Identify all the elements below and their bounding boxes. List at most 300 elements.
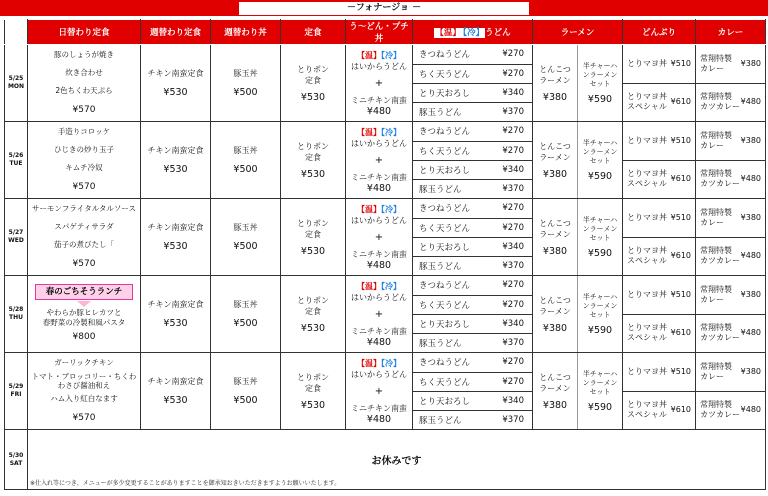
special-desc-1: やわらか豚ヒレカツと xyxy=(46,308,122,318)
donburi-price: ¥510 xyxy=(670,135,691,145)
daily-item-part: わさび醤油和え xyxy=(57,381,111,390)
daily-price: ¥570 xyxy=(72,413,96,423)
udon-list xyxy=(413,353,532,429)
udon-list-cell xyxy=(413,122,533,199)
weekly-set-name: チキン南蛮定食 xyxy=(147,223,204,232)
day-label xyxy=(5,276,28,353)
set-price: ¥530 xyxy=(300,91,326,103)
daily-item: サーモンフライタルタルソース xyxy=(31,204,137,213)
ramen-set-name: セット xyxy=(589,157,611,165)
donburi-price: ¥510 xyxy=(670,58,691,68)
weekly-set-price: ¥530 xyxy=(163,318,188,329)
hot-label: 【温】 xyxy=(357,281,381,291)
udon-name: とり天おろし xyxy=(413,391,491,410)
donburi-name-suffix: スペシャル xyxy=(627,179,667,189)
udon-price: ¥270 xyxy=(491,295,532,314)
ramen-set xyxy=(578,199,622,275)
header-udon-hot: 【温】 xyxy=(435,28,461,38)
daily-set-cell xyxy=(28,199,141,276)
set-price: ¥530 xyxy=(300,168,326,180)
header-weekly-set: 週替わり定食 xyxy=(141,20,211,45)
ramen-tonkotsu xyxy=(533,276,578,352)
curry-cell xyxy=(696,199,766,276)
curry-cell xyxy=(696,122,766,199)
header-set: 定食 xyxy=(281,20,346,45)
day-date: 5/27 xyxy=(8,229,24,236)
udon-item xyxy=(413,276,532,295)
donburi-item xyxy=(623,161,695,199)
day-label xyxy=(5,199,28,276)
donburi-cell xyxy=(623,276,696,353)
ramen-set xyxy=(578,122,622,198)
ramen-name-suffix: ラーメン xyxy=(539,383,571,393)
udon-price: ¥370 xyxy=(502,183,524,194)
udon-list xyxy=(413,199,532,275)
udon-name: とり天おろし xyxy=(413,83,491,102)
ramen-set-name: 半チャーハ xyxy=(582,216,618,224)
curry-name: 常翔特製 xyxy=(700,169,732,179)
curry-name-suffix: カレー xyxy=(700,217,724,227)
daily-set-cell xyxy=(28,122,141,199)
ramen-set xyxy=(578,353,622,429)
day-weekday: THU xyxy=(9,314,23,321)
udon-price: ¥270 xyxy=(491,276,532,295)
curry-name: 常翔特製 xyxy=(700,323,732,333)
day-label xyxy=(5,45,28,122)
curry-price: ¥380 xyxy=(740,135,761,145)
udon-item xyxy=(413,391,532,410)
curry-name: 常翔特製 xyxy=(700,361,732,371)
udon-name: ちく天うどん xyxy=(413,64,491,83)
donburi-item xyxy=(623,122,695,161)
arrow-down-icon xyxy=(77,301,91,307)
combo-price: ¥480 xyxy=(366,182,392,194)
udon-name: とり天おろし xyxy=(413,237,491,256)
daily-item: ひじきの炒り玉子 xyxy=(54,145,114,154)
ramen-name-suffix: ラーメン xyxy=(539,152,571,162)
curry-name-suffix: カツカレー xyxy=(700,410,740,420)
curry-name: 常翔特製 xyxy=(700,92,732,102)
ramen-set-price: ¥590 xyxy=(587,94,613,105)
cold-label: 【冷】 xyxy=(381,358,401,368)
combo-price: ¥480 xyxy=(366,259,392,271)
udon-price: ¥340 xyxy=(491,314,532,333)
day-row xyxy=(5,45,766,122)
header-daily: 日替わり定食 xyxy=(28,20,141,45)
udon-item xyxy=(413,102,532,121)
udon-item xyxy=(413,333,532,352)
udon-list xyxy=(413,122,532,198)
udon-list-cell xyxy=(413,199,533,276)
day-row xyxy=(5,199,766,276)
ramen-set-price: ¥590 xyxy=(587,402,613,413)
combo-udon: はいからうどん xyxy=(351,369,407,379)
udon-name: きつねうどん xyxy=(413,122,491,141)
combo-udon: はいからうどん xyxy=(351,215,407,225)
combo-plus: + xyxy=(374,154,384,166)
donburi-name: とりマヨ丼 xyxy=(627,323,667,333)
combo-udon: はいからうどん xyxy=(351,138,407,148)
combo-plus: + xyxy=(374,385,384,397)
day-weekday: SAT xyxy=(9,459,23,467)
combo-plus: + xyxy=(374,231,384,243)
day-date: 5/30 xyxy=(8,451,24,459)
set-cell xyxy=(281,45,346,122)
weekly-bowl-cell xyxy=(211,45,281,122)
donburi-name: とりマヨ丼 xyxy=(627,246,667,256)
day-date: 5/26 xyxy=(8,152,24,159)
curry-name-suffix: カツカレー xyxy=(700,256,740,266)
hot-label: 【温】 xyxy=(357,204,381,214)
header-udon xyxy=(413,20,533,45)
header-udon-combo: う～どん・プチ丼 xyxy=(346,20,413,45)
curry-name: 常翔特製 xyxy=(700,246,732,256)
udon-item xyxy=(413,64,532,83)
curry-item xyxy=(696,392,765,430)
set-price: ¥530 xyxy=(300,322,326,334)
weekly-set-name: チキン南蛮定食 xyxy=(147,69,204,78)
set-cell xyxy=(281,199,346,276)
combo-bowl: ミニチキン南蛮 xyxy=(351,403,407,413)
ramen-set-price: ¥590 xyxy=(587,171,613,182)
udon-price: ¥270 xyxy=(491,45,532,64)
curry-name: 常翔特製 xyxy=(700,284,732,294)
udon-price: ¥270 xyxy=(491,218,532,237)
curry-price: ¥380 xyxy=(740,58,761,68)
weekly-bowl-cell xyxy=(211,276,281,353)
ramen-tonkotsu xyxy=(533,122,578,198)
ramen-name: とんこつ xyxy=(539,64,571,74)
curry-cell xyxy=(696,45,766,122)
ramen-set-name: 半チャーハ xyxy=(582,139,618,147)
curry-name: 常翔特製 xyxy=(700,207,732,217)
header-ramen: ラーメン xyxy=(533,20,623,45)
curry-name-suffix: カツカレー xyxy=(700,179,740,189)
udon-combo-cell xyxy=(346,199,413,276)
udon-price: ¥370 xyxy=(502,337,524,348)
daily-item: 炊き合わせ xyxy=(65,68,103,77)
day-weekday: WED xyxy=(8,237,24,244)
day-weekday: FRI xyxy=(10,391,22,398)
donburi-name-suffix: スペシャル xyxy=(627,256,667,266)
set-name: とりポン xyxy=(297,295,329,305)
set-name: とりポン xyxy=(297,64,329,74)
udon-name: きつねうどん xyxy=(413,353,491,372)
set-name-suffix: 定食 xyxy=(305,152,321,162)
donburi-price: ¥510 xyxy=(670,289,691,299)
udon-name: 豚玉うどん xyxy=(419,338,462,349)
footnote: ※仕入れ等につき、メニューが多少変更することがありますことを御承知おきいただきますようお願いいたします。 xyxy=(30,480,341,487)
weekly-set-cell xyxy=(141,276,211,353)
udon-item xyxy=(413,256,532,275)
curry-name-suffix: カツカレー xyxy=(700,102,740,112)
curry-name: 常翔特製 xyxy=(700,130,732,140)
udon-list-cell xyxy=(413,276,533,353)
ramen-price: ¥380 xyxy=(542,168,568,180)
ramen-set-price: ¥590 xyxy=(587,248,613,259)
udon-price: ¥340 xyxy=(491,237,532,256)
combo-udon: はいからうどん xyxy=(351,292,407,302)
udon-item xyxy=(413,218,532,237)
curry-name: 常翔特製 xyxy=(700,400,732,410)
hot-label: 【温】 xyxy=(357,50,381,60)
day-weekday: TUE xyxy=(9,160,23,167)
header-day xyxy=(5,20,28,45)
udon-name: ちく天うどん xyxy=(413,141,491,160)
daily-item: スパゲティサラダ xyxy=(54,222,114,231)
weekly-set-cell xyxy=(141,45,211,122)
udon-item xyxy=(413,410,532,429)
weekly-set-name: チキン南蛮定食 xyxy=(147,146,204,155)
set-price: ¥530 xyxy=(300,399,326,411)
donburi-name-suffix: スペシャル xyxy=(627,102,667,112)
header-weekly-bowl: 週替わり丼 xyxy=(211,20,281,45)
donburi-item xyxy=(623,276,695,315)
weekly-bowl-cell xyxy=(211,353,281,430)
daily-item-part: トマト・ブロッコリー・ちくわ xyxy=(31,372,137,381)
weekly-bowl-name: 豚玉丼 xyxy=(233,223,258,232)
udon-item xyxy=(413,141,532,160)
ramen-name: とんこつ xyxy=(539,141,571,151)
weekly-set-price: ¥530 xyxy=(163,87,188,98)
ramen-cell xyxy=(533,276,623,353)
day-label xyxy=(5,430,28,490)
curry-item xyxy=(696,315,765,353)
donburi-name: とりマヨ丼 xyxy=(627,212,667,222)
weekly-bowl-cell xyxy=(211,199,281,276)
ramen-cell xyxy=(533,199,623,276)
curry-price: ¥380 xyxy=(740,212,761,222)
udon-item xyxy=(413,179,532,198)
hot-label: 【温】 xyxy=(357,358,381,368)
curry-price: ¥480 xyxy=(740,328,761,338)
day-row xyxy=(5,353,766,430)
cold-label: 【冷】 xyxy=(381,281,401,291)
daily-item: 手造りコロッケ xyxy=(57,127,111,136)
ramen-name: とんこつ xyxy=(539,218,571,228)
curry-cell xyxy=(696,276,766,353)
ramen-set-name: 半チャーハ xyxy=(582,370,618,378)
udon-price: ¥270 xyxy=(491,141,532,160)
donburi-item xyxy=(623,84,695,122)
daily-item: キムチ冷奴 xyxy=(65,163,103,172)
udon-item xyxy=(413,314,532,333)
donburi-item xyxy=(623,238,695,276)
combo-bowl: ミニチキン南蛮 xyxy=(351,326,407,336)
weekly-set-name: チキン南蛮定食 xyxy=(147,300,204,309)
curry-item xyxy=(696,84,765,122)
udon-name: きつねうどん xyxy=(413,199,491,218)
udon-item xyxy=(413,199,532,218)
ramen-set-name: セット xyxy=(589,80,611,88)
udon-name: 豚玉うどん xyxy=(419,107,462,118)
ramen-set-name: ンラーメン xyxy=(582,302,618,310)
udon-item xyxy=(413,295,532,314)
udon-name: とり天おろし xyxy=(413,160,491,179)
donburi-price: ¥610 xyxy=(670,405,691,415)
weekly-set-price: ¥530 xyxy=(163,241,188,252)
weekly-bowl-price: ¥500 xyxy=(233,241,258,252)
weekly-bowl-price: ¥500 xyxy=(233,395,258,406)
udon-price: ¥270 xyxy=(491,372,532,391)
ramen-set-name: ンラーメン xyxy=(582,148,618,156)
curry-name-suffix: カレー xyxy=(700,371,724,381)
day-date: 5/28 xyxy=(8,306,24,313)
udon-name: とり天おろし xyxy=(413,314,491,333)
donburi-cell xyxy=(623,122,696,199)
donburi-cell xyxy=(623,45,696,122)
ramen-tonkotsu xyxy=(533,45,578,121)
day-label xyxy=(5,122,28,199)
udon-list xyxy=(413,45,532,121)
donburi-price: ¥610 xyxy=(670,328,691,338)
curry-item xyxy=(696,45,765,84)
daily-set-cell xyxy=(28,45,141,122)
curry-item xyxy=(696,199,765,238)
ramen-price: ¥380 xyxy=(542,322,568,334)
daily-price: ¥570 xyxy=(72,105,96,115)
udon-name: ちく天うどん xyxy=(413,372,491,391)
daily-set-cell xyxy=(28,353,141,430)
udon-price: ¥270 xyxy=(491,353,532,372)
ramen-set-name: 半チャーハ xyxy=(582,293,618,301)
udon-price: ¥340 xyxy=(491,83,532,102)
donburi-item xyxy=(623,45,695,84)
set-name-suffix: 定食 xyxy=(305,383,321,393)
udon-price: ¥370 xyxy=(502,260,524,271)
weekly-set-price: ¥530 xyxy=(163,164,188,175)
ramen-name-suffix: ラーメン xyxy=(539,75,571,85)
header-donburi: どんぶり xyxy=(623,20,696,45)
special-lunch-badge: 春のごちそうランチ xyxy=(35,284,134,301)
udon-price: ¥370 xyxy=(502,414,524,425)
set-name: とりポン xyxy=(297,372,329,382)
ramen-set-name: セット xyxy=(589,234,611,242)
daily-item: ハム入り紅白なます xyxy=(50,394,118,403)
udon-combo-cell xyxy=(346,353,413,430)
daily-price: ¥800 xyxy=(72,332,96,343)
ramen-set-name: ンラーメン xyxy=(582,71,618,79)
donburi-price: ¥610 xyxy=(670,97,691,107)
weekly-set-cell xyxy=(141,199,211,276)
curry-price: ¥480 xyxy=(740,97,761,107)
hot-label: 【温】 xyxy=(357,127,381,137)
set-cell xyxy=(281,353,346,430)
weekly-bowl-name: 豚玉丼 xyxy=(233,69,258,78)
curry-item xyxy=(696,161,765,199)
ramen-tonkotsu xyxy=(533,353,578,429)
ramen-price: ¥380 xyxy=(542,91,568,103)
curry-price: ¥480 xyxy=(740,174,761,184)
menu-table xyxy=(4,19,766,490)
daily-item: ガーリックチキン xyxy=(54,358,114,367)
donburi-cell xyxy=(623,353,696,430)
curry-name-suffix: カレー xyxy=(700,294,724,304)
ramen-price: ¥380 xyxy=(542,399,568,411)
ramen-set-price: ¥590 xyxy=(587,325,613,336)
udon-name: きつねうどん xyxy=(413,45,491,64)
udon-price: ¥270 xyxy=(491,64,532,83)
udon-item xyxy=(413,372,532,391)
ramen-price: ¥380 xyxy=(542,245,568,257)
ramen-set xyxy=(578,45,622,121)
header-curry: カレー xyxy=(696,20,766,45)
set-cell xyxy=(281,276,346,353)
donburi-item xyxy=(623,315,695,353)
udon-name: きつねうどん xyxy=(413,276,491,295)
weekly-bowl-name: 豚玉丼 xyxy=(233,377,258,386)
weekly-bowl-cell xyxy=(211,122,281,199)
weekly-bowl-price: ¥500 xyxy=(233,87,258,98)
udon-item xyxy=(413,353,532,372)
donburi-name: とりマヨ丼 xyxy=(627,400,667,410)
ramen-set-name: 半チャーハ xyxy=(582,62,618,70)
page-title: －フォナージョ － xyxy=(239,2,529,15)
curry-price: ¥480 xyxy=(740,251,761,261)
header-udon-suffix: うどん xyxy=(485,28,511,38)
udon-list-cell xyxy=(413,353,533,430)
curry-item xyxy=(696,353,765,392)
udon-price: ¥270 xyxy=(491,122,532,141)
donburi-item xyxy=(623,392,695,430)
donburi-name: とりマヨ丼 xyxy=(627,366,667,376)
set-cell xyxy=(281,122,346,199)
donburi-name: とりマヨ丼 xyxy=(627,135,667,145)
donburi-name: とりマヨ丼 xyxy=(627,58,667,68)
weekly-bowl-name: 豚玉丼 xyxy=(233,146,258,155)
ramen-name: とんこつ xyxy=(539,372,571,382)
curry-price: ¥380 xyxy=(740,366,761,376)
donburi-name-suffix: スペシャル xyxy=(627,410,667,420)
day-weekday: MON xyxy=(7,83,25,90)
ramen-name-suffix: ラーメン xyxy=(539,306,571,316)
set-name-suffix: 定食 xyxy=(305,306,321,316)
combo-price: ¥480 xyxy=(366,105,392,117)
ramen-set xyxy=(578,276,622,352)
udon-name: ちく天うどん xyxy=(413,295,491,314)
donburi-price: ¥610 xyxy=(670,174,691,184)
udon-price: ¥370 xyxy=(502,106,524,117)
udon-list xyxy=(413,276,532,352)
combo-udon: はいからうどん xyxy=(351,61,407,71)
curry-cell xyxy=(696,353,766,430)
donburi-cell xyxy=(623,199,696,276)
curry-name: 常翔特製 xyxy=(700,53,732,63)
daily-price: ¥570 xyxy=(72,259,96,269)
curry-item xyxy=(696,122,765,161)
combo-bowl: ミニチキン南蛮 xyxy=(351,249,407,259)
curry-item xyxy=(696,238,765,276)
udon-price: ¥340 xyxy=(491,391,532,410)
udon-list-cell xyxy=(413,45,533,122)
donburi-name: とりマヨ丼 xyxy=(627,92,667,102)
header-udon-cold: 【冷】 xyxy=(462,28,485,38)
set-price: ¥530 xyxy=(300,245,326,257)
ramen-set-name: セット xyxy=(589,311,611,319)
set-name-suffix: 定食 xyxy=(305,75,321,85)
curry-name-suffix: カレー xyxy=(700,140,724,150)
donburi-item xyxy=(623,199,695,238)
day-date: 5/25 xyxy=(8,75,24,82)
udon-combo-cell xyxy=(346,122,413,199)
cold-label: 【冷】 xyxy=(381,50,401,60)
weekly-set-cell xyxy=(141,122,211,199)
day-row xyxy=(5,276,766,353)
curry-price: ¥380 xyxy=(740,289,761,299)
weekly-set-name: チキン南蛮定食 xyxy=(147,377,204,386)
ramen-cell xyxy=(533,122,623,199)
cold-label: 【冷】 xyxy=(381,127,401,137)
